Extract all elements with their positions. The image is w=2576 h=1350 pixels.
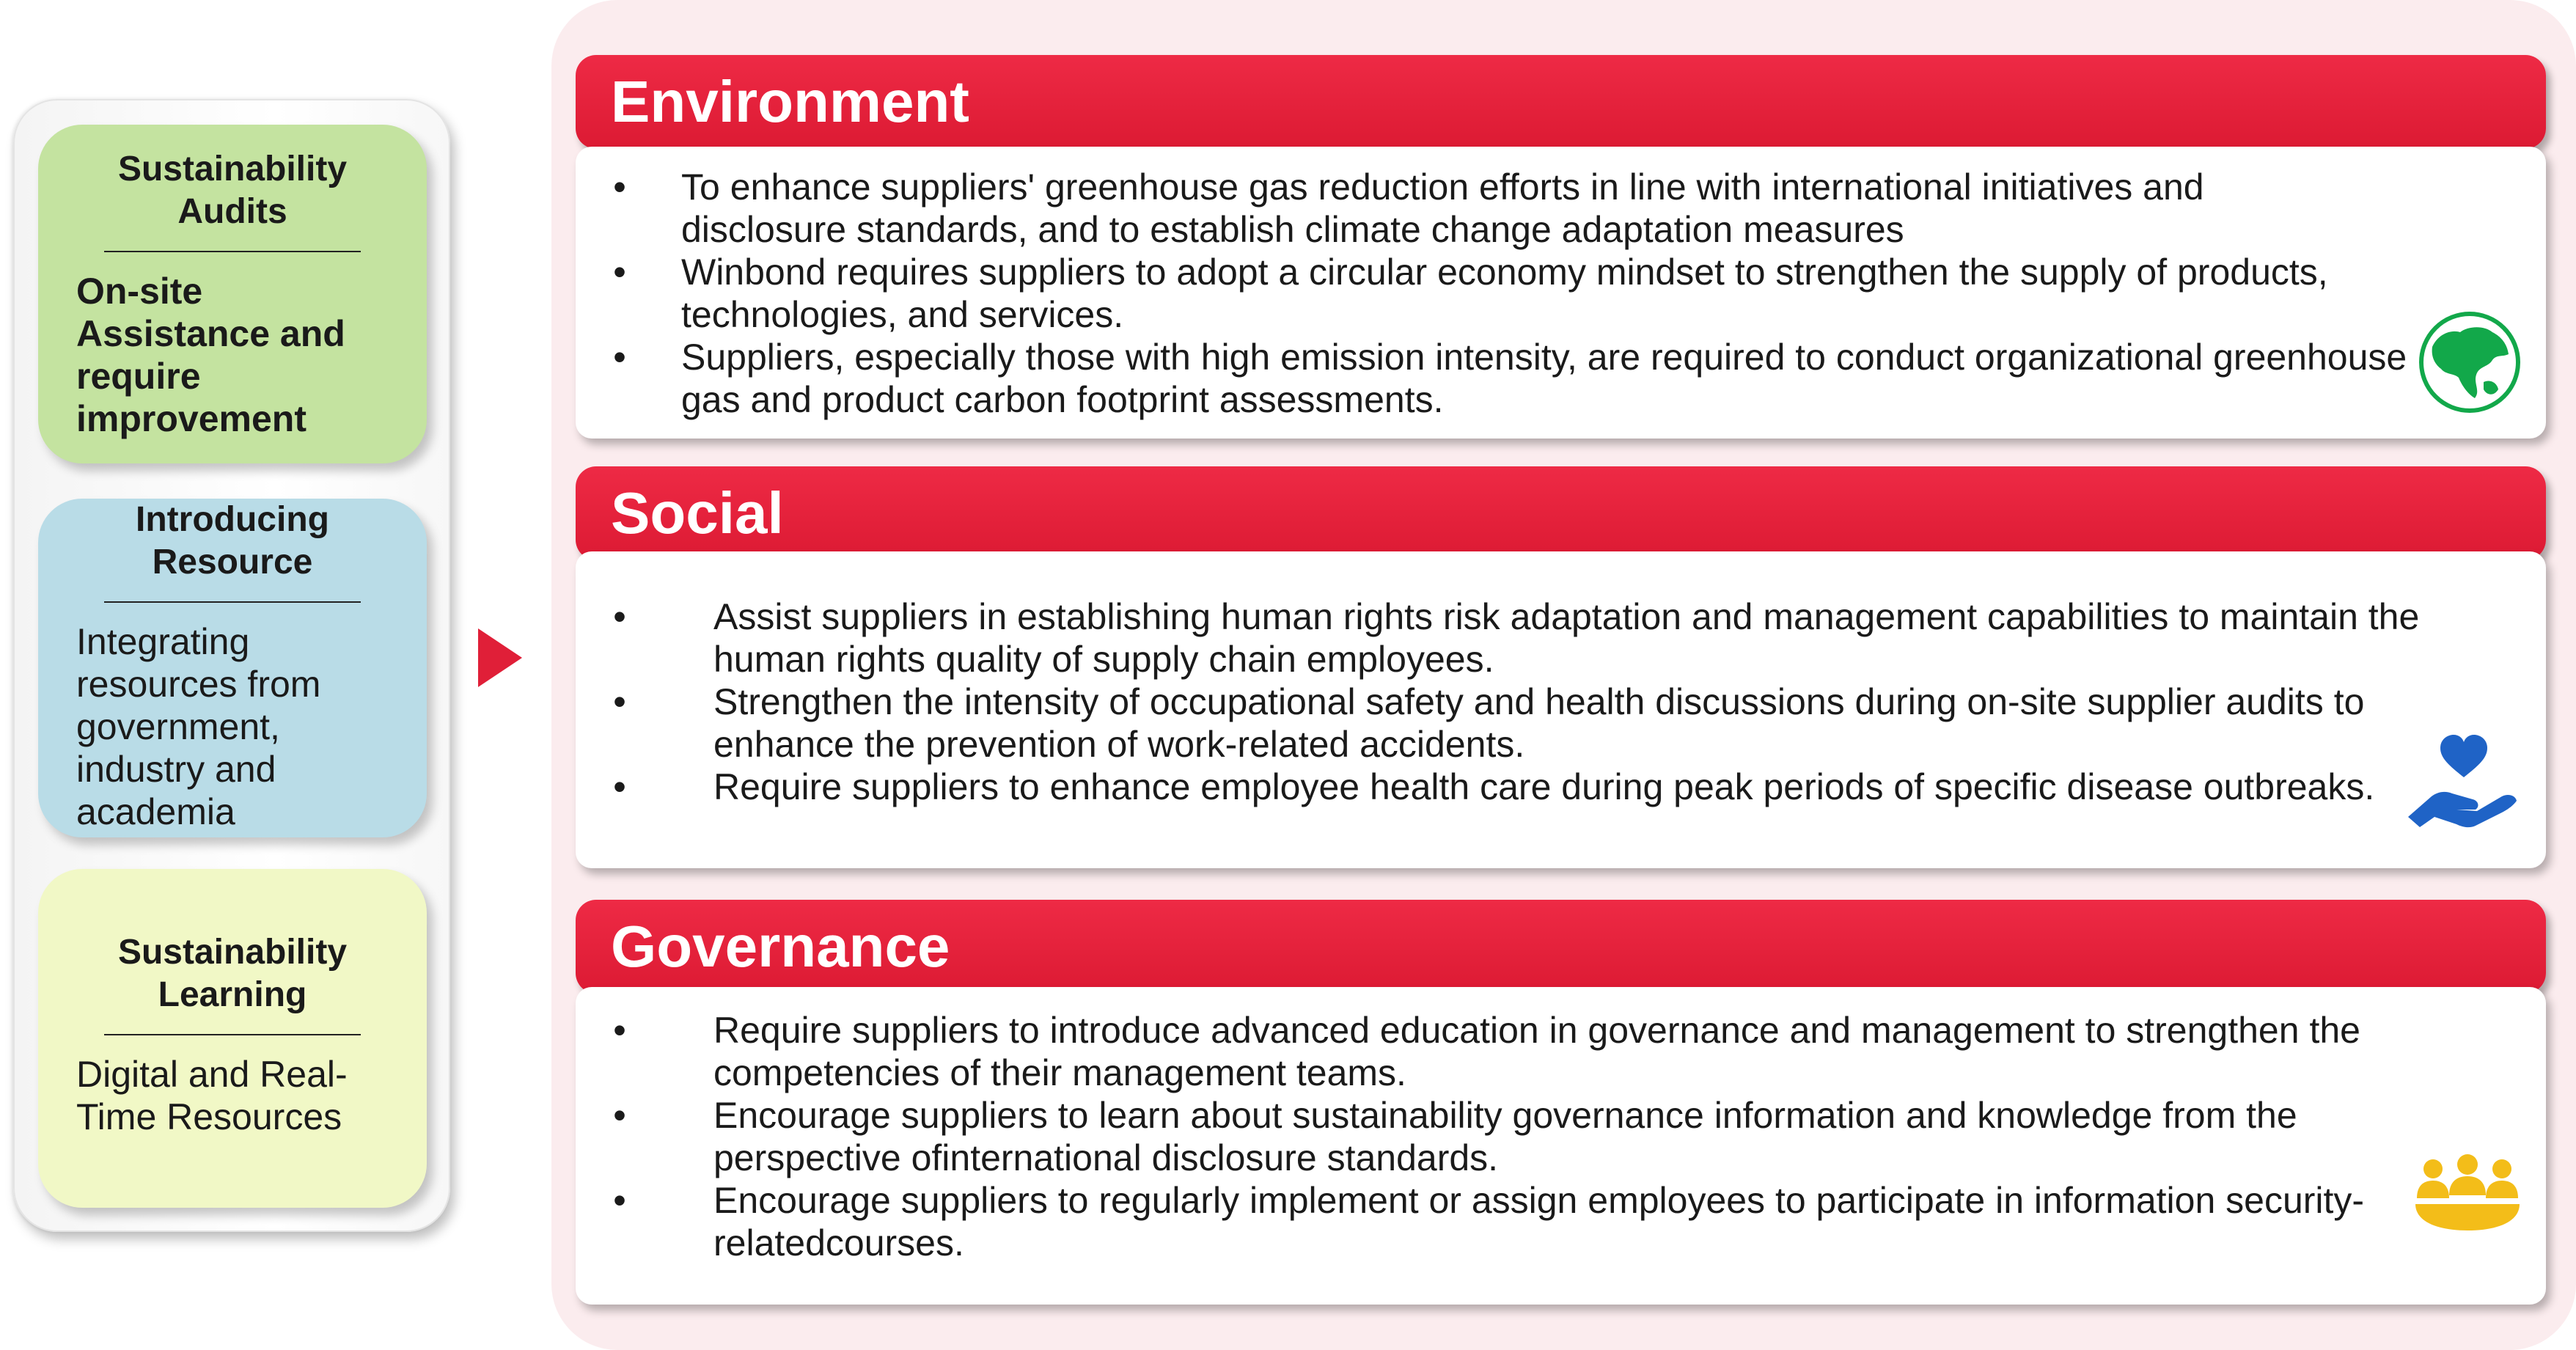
card-body: Digital and Real-Time Resources (76, 1054, 348, 1137)
section-content-governance (576, 987, 2546, 1305)
bullet-mark: • (613, 1180, 626, 1221)
bullet-text: Assist suppliers in establishing human rights risk adaptation and management capabilities to maintain the human rights quality of supply chain employees. (713, 596, 2420, 680)
bullet-text: Encourage suppliers to regularly implement or assign employees to participate in information security-relatedcourses. (713, 1180, 2365, 1263)
card-body: On-site Assistance and require improvement (76, 271, 345, 439)
bullet-list (605, 166, 2576, 421)
bullet-text: Require suppliers to introduce advanced education in governance and management to strengthen the competencies of their management teams. (713, 1010, 2360, 1093)
heart-hand-icon (2405, 733, 2522, 829)
bullet-mark: • (613, 1010, 626, 1051)
section-header-environment: Environment (576, 55, 2546, 149)
bullet-mark: • (613, 1095, 626, 1136)
bullet-text: To enhance suppliers' greenhouse gas reduction efforts in line with international initiatives and disclosure standards, and to establish climate change adaptation measures (681, 166, 2204, 250)
arrow-right-icon (478, 628, 522, 687)
card-sustainability-audits (38, 125, 427, 463)
bullet-text: Strengthen the intensity of occupational safety and health discussions during on-site supplier audits to enhance the prevention of work-related accidents. (713, 681, 2365, 765)
section-header-governance: Governance (576, 900, 2546, 994)
bullet-mark: • (613, 252, 626, 293)
card-divider (104, 601, 361, 603)
list-item (605, 595, 2510, 680)
card-divider (104, 1034, 361, 1035)
bullet-text: Suppliers, especially those with high emission intensity, are required to conduct organizational greenhouse gas and product carbon footprint assessments. (681, 337, 2407, 420)
card-introducing-resource (38, 499, 427, 837)
card-title: Sustainability Learning (117, 933, 348, 1014)
bullet-text: Require suppliers to enhance employee health care during peak periods of specific disease outbreaks. (713, 766, 2375, 807)
list-item (605, 1179, 2473, 1264)
list-item (605, 1094, 2473, 1179)
section-content-environment (576, 147, 2546, 439)
bullet-list (605, 595, 2510, 808)
list-item (605, 766, 2510, 808)
bullet-mark: • (613, 766, 626, 807)
people-group-icon (2412, 1153, 2522, 1232)
list-item (605, 166, 2576, 251)
section-header-social: Social (576, 466, 2546, 560)
list-item (605, 1009, 2473, 1094)
card-title: Introducing Resource (136, 500, 329, 582)
card-title: Sustainability Audits (117, 150, 348, 231)
bullet-text: Encourage suppliers to learn about sustainability governance information and knowledge from the perspective ofinternational disclosure standards. (713, 1095, 2297, 1178)
bullet-mark: • (613, 596, 626, 637)
card-divider (104, 251, 361, 252)
bullet-mark: • (613, 337, 626, 378)
bullet-text: Winbond requires suppliers to adopt a circular economy mindset to strengthen the supply of products, technologies, and services. (681, 252, 2328, 335)
bullet-list (605, 1009, 2473, 1264)
list-item (605, 680, 2510, 766)
list-item (605, 336, 2576, 421)
globe-icon (2416, 312, 2523, 413)
section-content-social (576, 551, 2546, 868)
bullet-mark: • (613, 681, 626, 722)
card-sustainability-learning (38, 869, 427, 1208)
bullet-mark: • (613, 166, 626, 208)
list-item (605, 251, 2576, 336)
card-body: Integrating resources from government, industry and academia (76, 621, 321, 832)
